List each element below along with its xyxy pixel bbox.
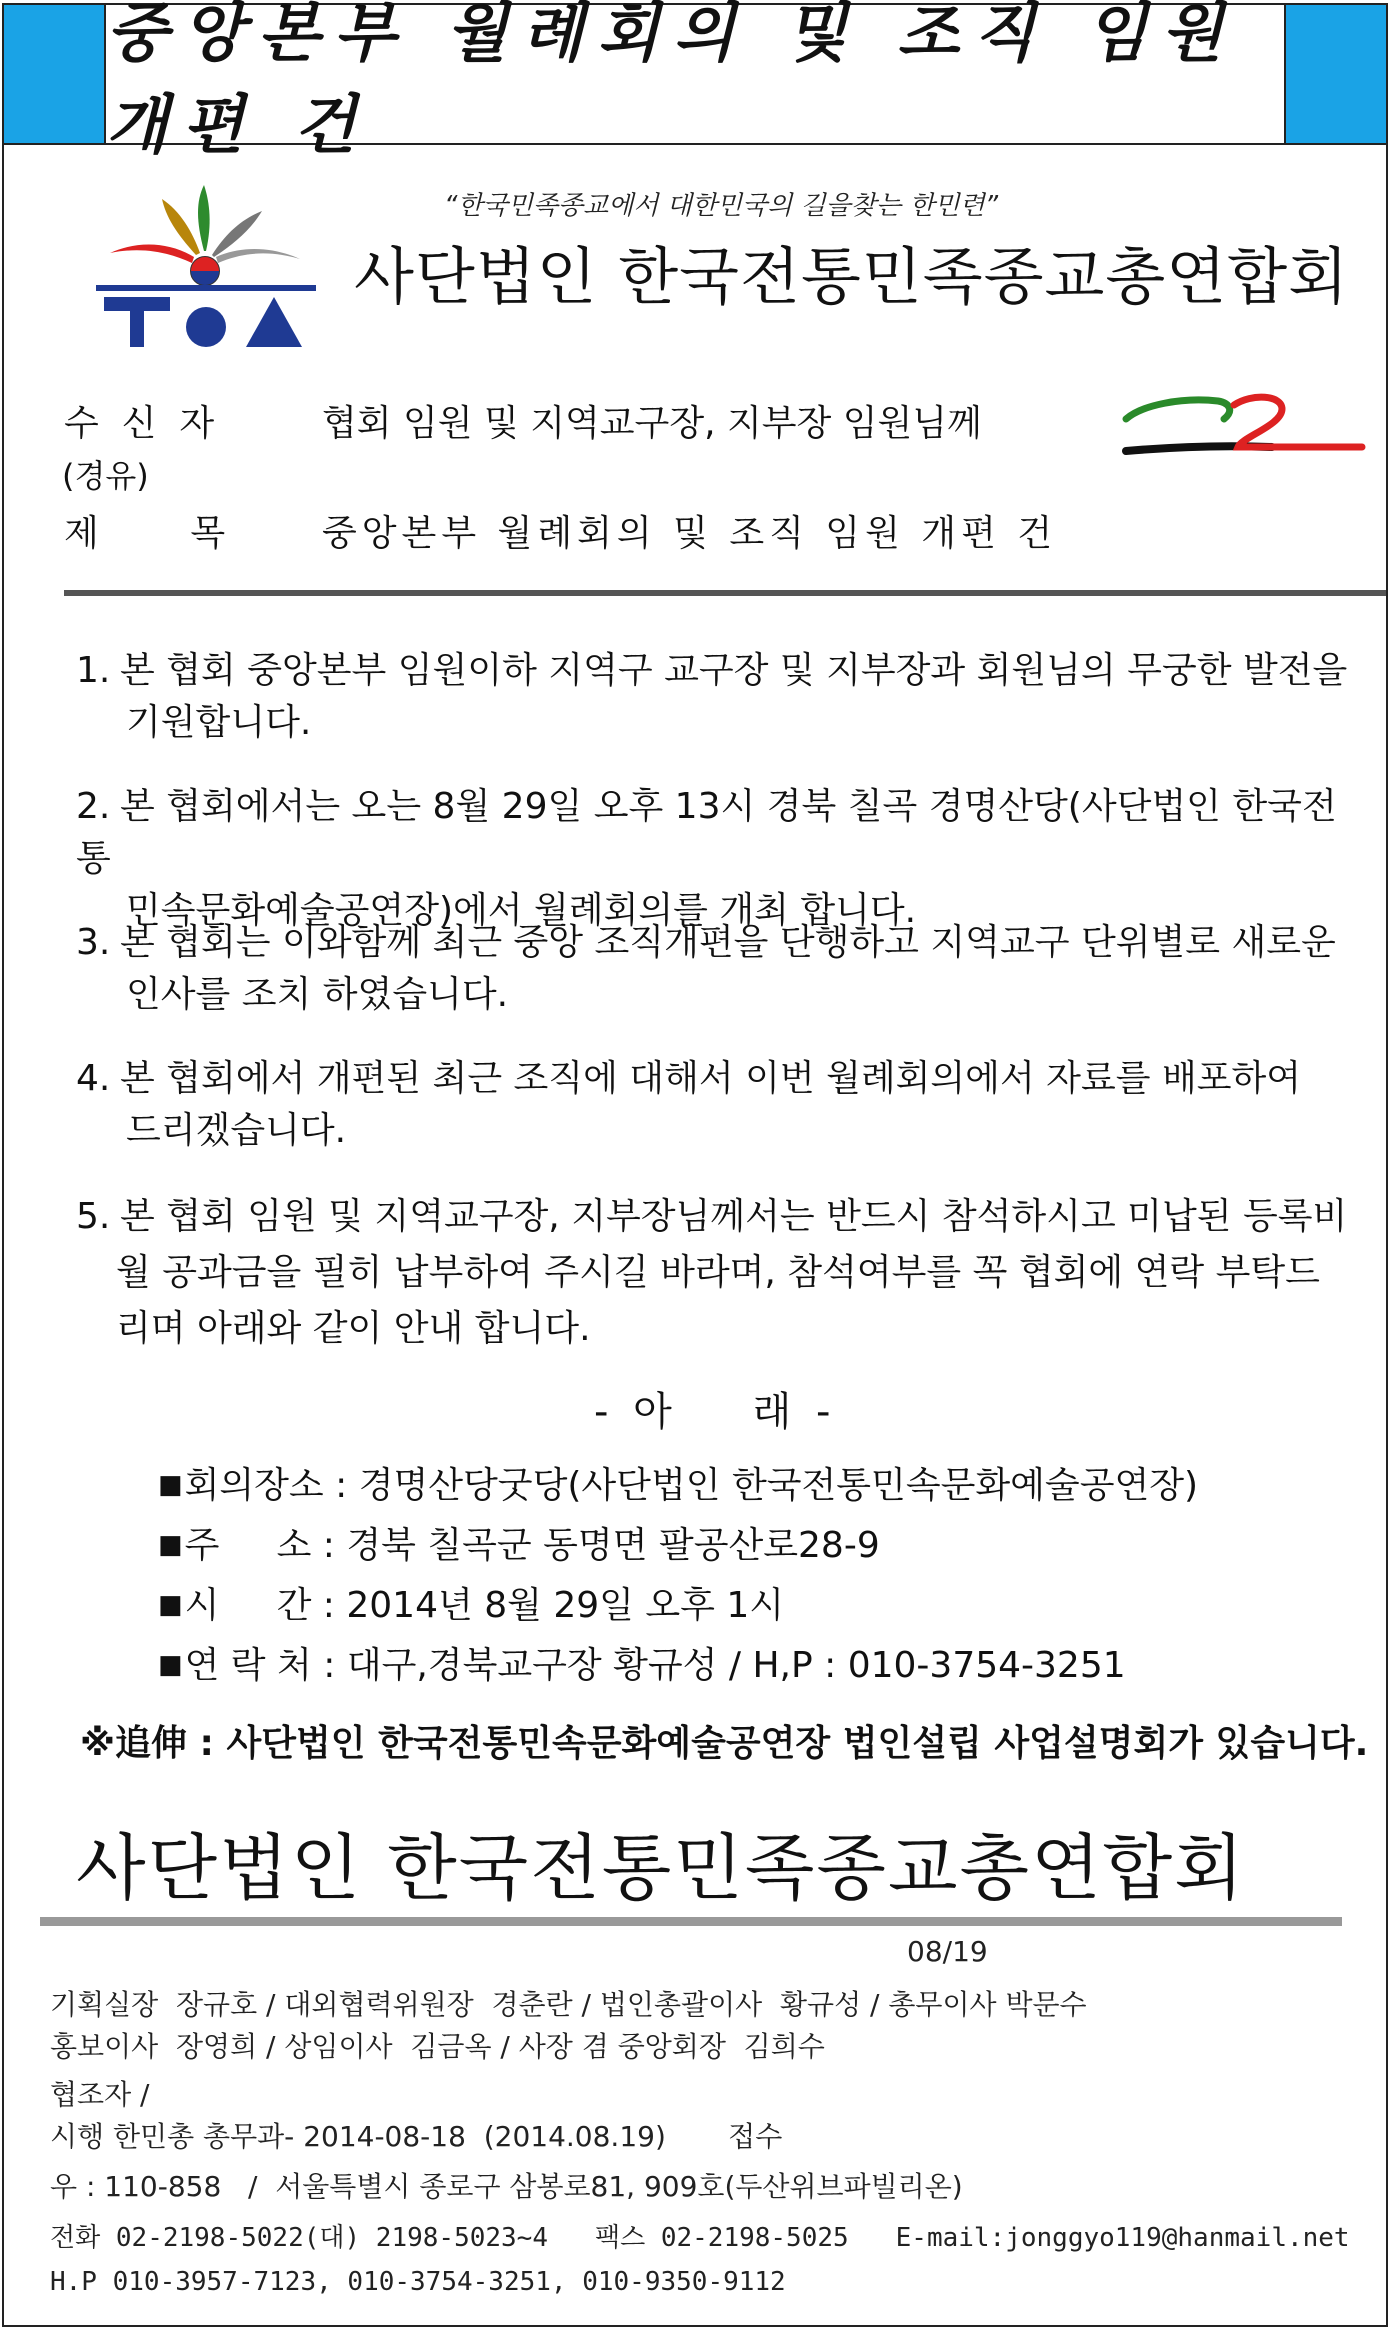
paragraph-number: 5. [76, 1196, 111, 1237]
detail-time: ■시 간 : 2014년 8월 29일 오후 1시 [158, 1585, 785, 1626]
paragraph-line: 민속문화예술공연장)에서 월례회의를 개최 합니다. [126, 890, 917, 931]
detail-value: 경북 칠곡군 동명면 팔공산로28-9 [346, 1525, 880, 1566]
title-box [104, 0, 1286, 163]
paragraph-number: 3. [76, 922, 111, 963]
paragraph-line: 월 공과금을 필히 납부하여 주시길 바라며, 참석여부를 꼭 협회에 연락 부탁드 [116, 1252, 1320, 1293]
paragraph-4 [76, 1053, 1351, 1157]
address-line: 우 : 110-858 / 서울특별시 종로구 삼봉로81, 909호(두산위브파빌리온) [50, 2170, 963, 2203]
paragraph-number: 1. [76, 650, 111, 691]
organization-logo [96, 181, 316, 349]
mobile-line: H.P 010-3957-7123, 010-3754-3251, 010-9350-9112 [50, 2267, 786, 2297]
document-title: 중앙본부 월례회의 및 조직 임원 개편 건 [106, 0, 1237, 163]
paragraph-line: 기원합니다. [126, 702, 312, 743]
paragraph-number: 4. [76, 1058, 111, 1099]
square-bullet-icon: ■ [158, 1650, 183, 1680]
slogan: “한국민족종교에서 대한민국의 길을찾는 한민련” [444, 191, 999, 221]
paragraph-1 [76, 645, 1351, 749]
paragraph-line: 본 협회 중앙본부 임원이하 지역구 교구장 및 지부장과 회원님의 무궁한 발전을 [120, 650, 1348, 691]
document-page [2, 0, 1388, 2327]
subject-value: 중앙본부 월례회의 및 조직 임원 개편 건 [322, 513, 1058, 554]
below-heading: - 아 래 - [594, 1389, 837, 1435]
square-bullet-icon: ■ [158, 1590, 183, 1620]
postscript: ※追伸 : 사단법인 한국전통민속문화예술공연장 법인설립 사업설명회가 있습니다. [80, 1723, 1369, 1764]
detail-venue: ■회의장소 : 경명산당굿당(사단법인 한국전통민속문화예술공연장) [158, 1465, 1199, 1506]
detail-value: 대구,경북교구장 황규성 / H,P : 010-3754-3251 [346, 1645, 1126, 1686]
paragraph-3 [76, 917, 1351, 1021]
logo-text: TOA [96, 181, 99, 182]
cooperator-line: 협조자 / [50, 2078, 150, 2111]
paragraph-number: 2. [76, 786, 111, 827]
detail-label: 시 간 [184, 1585, 312, 1626]
square-bullet-icon: ■ [158, 1470, 183, 1500]
organization-signature: 사단법인 한국전통민족종교총연합회 [76, 1826, 1246, 1910]
detail-label: 연 락 처 [184, 1645, 312, 1686]
paragraph-line: 본 협회에서 개편된 최근 조직에 대해서 이번 월례회의에서 자료를 배포하여 [120, 1058, 1302, 1099]
organization-name: 사단법인 한국전통민족종교총연합회 [354, 240, 1349, 313]
subject-label: 제 목 [64, 513, 226, 554]
detail-label: 회의장소 [184, 1465, 324, 1506]
signature-mark [1122, 385, 1367, 465]
date-stamp: 08/19 [907, 1935, 988, 1968]
detail-value: 2014년 8월 29일 오후 1시 [346, 1585, 785, 1626]
detail-label: 주 소 [184, 1525, 312, 1566]
contact-line: 전화 02-2198-5022(대) 2198-5023~4 팩스 02-2198-5025 E-mail:jonggyo119@hanmail.net [50, 2223, 1350, 2253]
paragraph-5 [76, 1189, 1351, 1357]
recipient-label: 수 신 자 [64, 403, 215, 444]
detail-contact: ■연 락 처 : 대구,경북교구장 황규성 / H,P : 010-3754-3251 [158, 1645, 1126, 1686]
paragraph-line: 드리겠습니다. [126, 1110, 347, 1151]
staff-line-1: 기획실장 장규호 / 대외협력위원장 경춘란 / 법인총괄이사 황규성 / 총무이사 박문수 [50, 1988, 1087, 2021]
detail-value: 경명산당굿당(사단법인 한국전통민속문화예술공연장) [358, 1465, 1199, 1506]
paragraph-line: 본 협회 임원 및 지역교구장, 지부장님께서는 반드시 참석하시고 미납된 등록비 [120, 1196, 1348, 1237]
execution-line: 시행 한민총 총무과- 2014-08-18 (2014.08.19) 접수 [50, 2120, 783, 2153]
paragraph-line: 본 협회는 이와함께 최근 중앙 조직개편을 단행하고 지역교구 단위별로 새로운 [120, 922, 1336, 963]
paragraph-2 [76, 781, 1351, 937]
square-bullet-icon: ■ [158, 1530, 183, 1560]
paragraph-line: 본 협회에서는 오는 8월 29일 오후 13시 경북 칠곡 경명산당(사단법인 한국전통 [76, 786, 1337, 879]
paragraph-line: 리며 아래와 같이 안내 합니다. [116, 1308, 591, 1349]
recipient-value: 협회 임원 및 지역교구장, 지부장 임원님께 [322, 403, 982, 444]
detail-address: ■주 소 : 경북 칠곡군 동명면 팔공산로28-9 [158, 1525, 880, 1566]
staff-line-2: 홍보이사 장영희 / 상임이사 김금옥 / 사장 겸 중앙회장 김희수 [50, 2030, 825, 2063]
paragraph-line: 인사를 조치 하였습니다. [126, 974, 509, 1015]
footer-divider [40, 1917, 1342, 1926]
header-divider [64, 590, 1386, 596]
title-banner [4, 0, 1386, 163]
via-label: (경유) [62, 457, 149, 495]
